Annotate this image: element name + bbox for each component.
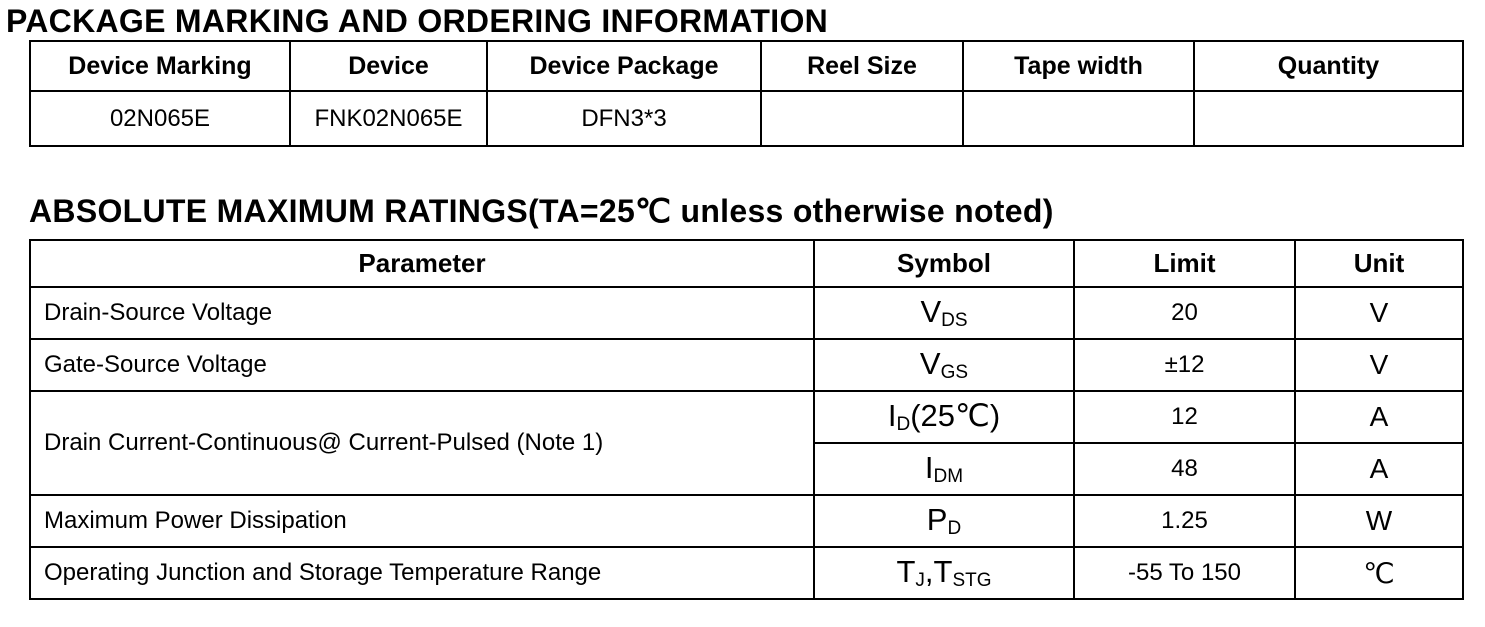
symbol-subscript-2: STG [952, 570, 992, 591]
parameter-drain-source-voltage: Drain-Source Voltage [30, 287, 814, 339]
cell-device: FNK02N065E [290, 91, 487, 146]
parameter-gate-source-voltage: Gate-Source Voltage [30, 339, 814, 391]
symbol-subscript: D [947, 518, 962, 539]
header-unit: Unit [1295, 240, 1463, 287]
symbol-subscript: DM [933, 466, 964, 487]
unit-id: A [1295, 391, 1463, 443]
symbol-tj-tstg [814, 547, 1074, 599]
symbol-base: T [896, 554, 916, 589]
cell-device-package: DFN3*3 [487, 91, 761, 146]
limit-id: 12 [1074, 391, 1295, 443]
unit-idm: A [1295, 443, 1463, 495]
limit-vgs: ±12 [1074, 339, 1295, 391]
parameter-drain-current: Drain Current-Continuous@ Current-Pulsed (Note 1) [30, 391, 814, 495]
parameter-operating-temp-range: Operating Junction and Storage Temperature Range [30, 547, 814, 599]
header-device-package: Device Package [487, 41, 761, 91]
ordering-section-title: PACKAGE MARKING AND ORDERING INFORMATION [6, 3, 829, 39]
symbol-idm [814, 443, 1074, 495]
symbol-vds [814, 287, 1074, 339]
ratings-row-vds [30, 287, 1463, 339]
cell-device-marking: 02N065E [30, 91, 290, 146]
ratings-section-title: ABSOLUTE MAXIMUM RATINGS(TA=25℃ unless otherwise noted) [29, 193, 1054, 229]
symbol-subscript: J [915, 570, 925, 591]
absolute-maximum-ratings-table [29, 239, 1464, 600]
symbol-vgs [814, 339, 1074, 391]
symbol-base: P [926, 502, 948, 537]
cell-quantity [1194, 91, 1463, 146]
datasheet-page [0, 3, 1485, 600]
header-parameter: Parameter [30, 240, 814, 287]
unit-pd: W [1295, 495, 1463, 547]
symbol-subscript: GS [940, 362, 969, 383]
limit-tj-tstg: -55 To 150 [1074, 547, 1295, 599]
ratings-row-pd [30, 495, 1463, 547]
symbol-subscript: D [896, 414, 911, 435]
limit-vds: 20 [1074, 287, 1295, 339]
ratings-row-vgs [30, 339, 1463, 391]
ordering-info-table [29, 40, 1464, 147]
symbol-base: V [919, 346, 941, 381]
ratings-row-tj-tstg [30, 547, 1463, 599]
ratings-row-id [30, 391, 1463, 443]
symbol-base: V [920, 294, 942, 329]
limit-pd: 1.25 [1074, 495, 1295, 547]
symbol-base-2: T [933, 554, 953, 589]
header-reel-size: Reel Size [761, 41, 963, 91]
unit-tj-tstg: ℃ [1295, 547, 1463, 599]
symbol-suffix: (25℃) [910, 398, 1001, 433]
header-limit: Limit [1074, 240, 1295, 287]
symbol-id-25c [814, 391, 1074, 443]
header-symbol: Symbol [814, 240, 1074, 287]
cell-reel-size [761, 91, 963, 146]
ordering-header-row [30, 41, 1463, 91]
parameter-max-power-dissipation: Maximum Power Dissipation [30, 495, 814, 547]
header-quantity: Quantity [1194, 41, 1463, 91]
header-device-marking: Device Marking [30, 41, 290, 91]
header-tape-width: Tape width [963, 41, 1194, 91]
unit-vgs: V [1295, 339, 1463, 391]
header-device: Device [290, 41, 487, 91]
symbol-base: I [924, 450, 934, 485]
symbol-pd [814, 495, 1074, 547]
symbol-base: I [887, 398, 897, 433]
ratings-header-row [30, 240, 1463, 287]
unit-vds: V [1295, 287, 1463, 339]
cell-tape-width [963, 91, 1194, 146]
symbol-comma: , [924, 554, 934, 589]
limit-idm: 48 [1074, 443, 1295, 495]
symbol-subscript: DS [941, 310, 968, 331]
ordering-data-row [30, 91, 1463, 146]
